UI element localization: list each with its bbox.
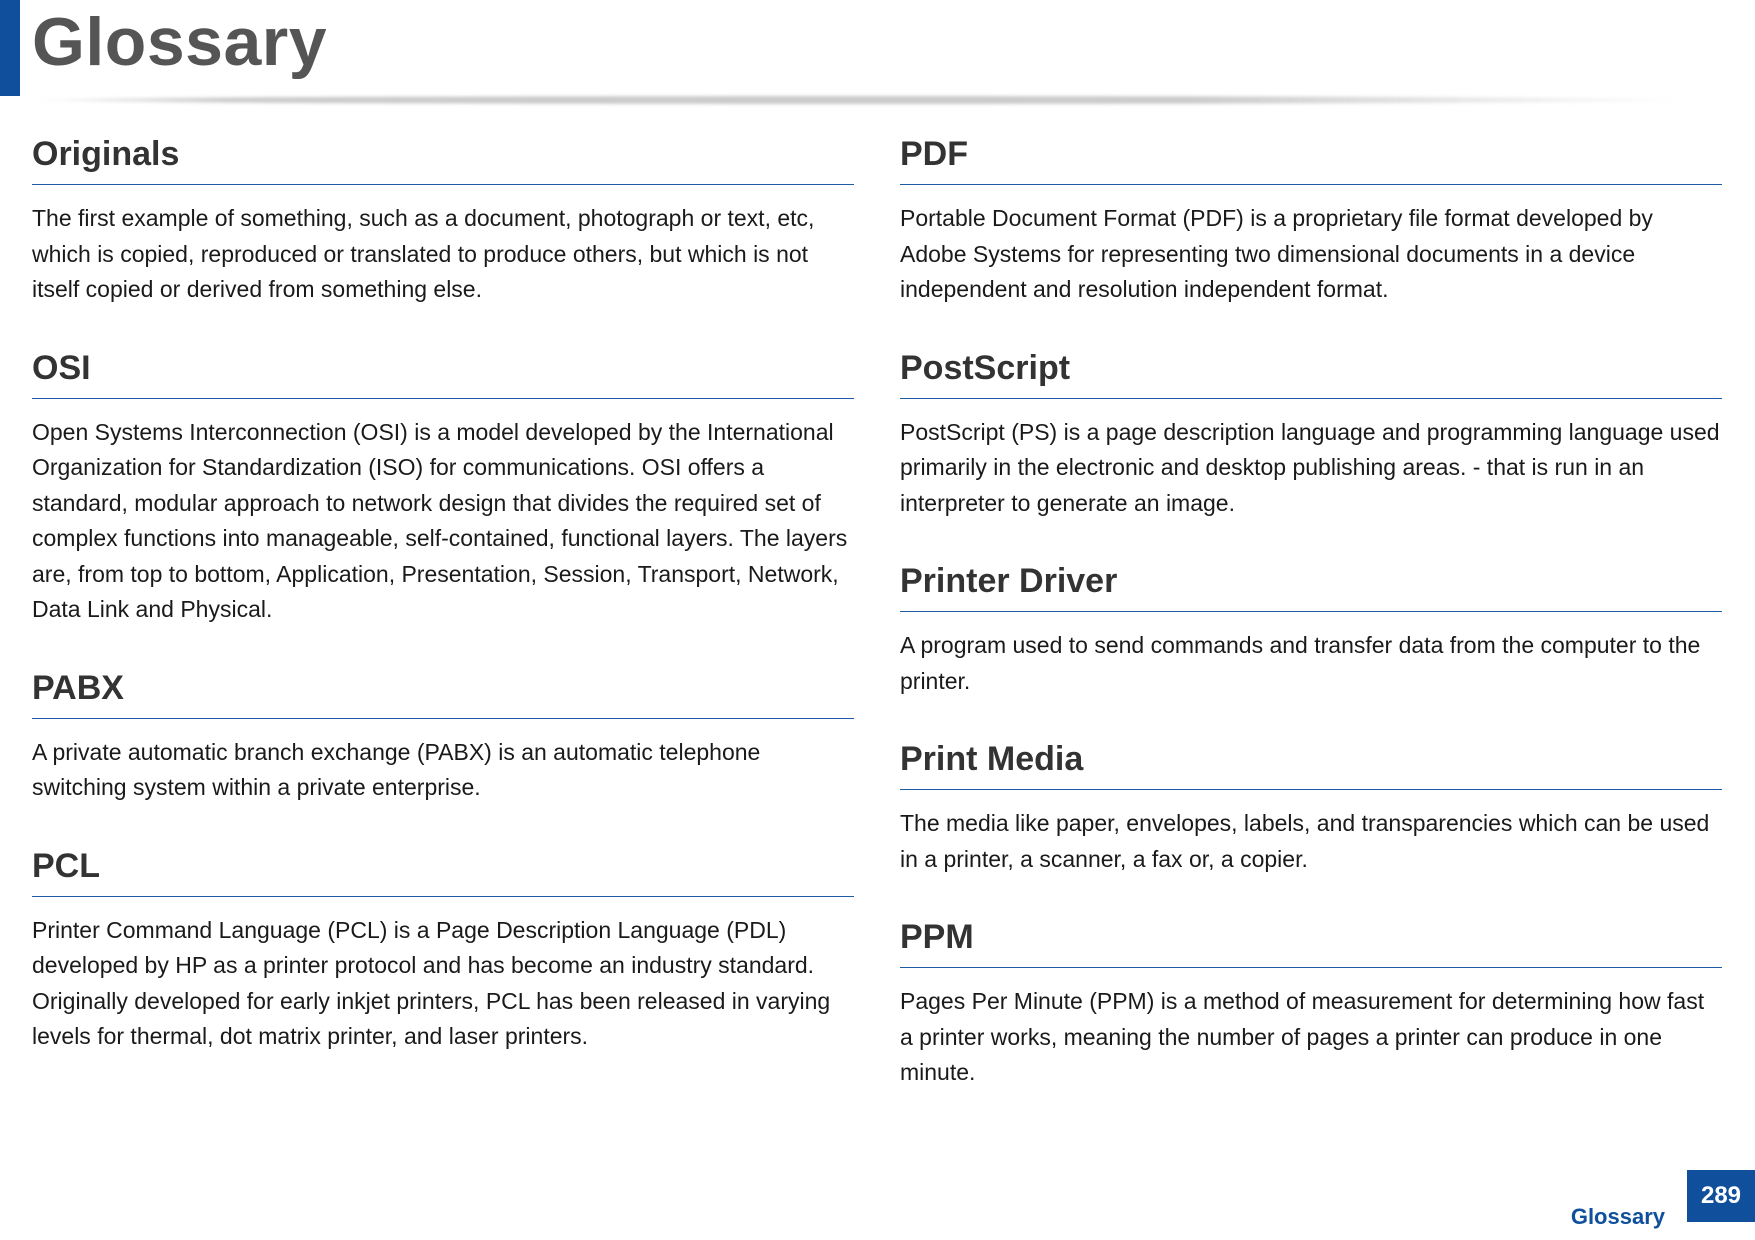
- glossary-entry-pcl: [32, 842, 854, 1055]
- glossary-column-left: [32, 130, 854, 1091]
- glossary-definition: The first example of something, such as a document, photograph or text, etc, which is copied, reproduced or translated to produce others, but which is not itself copied or derived from something else.: [32, 205, 815, 302]
- glossary-entry-osi: [32, 344, 854, 628]
- glossary-entry-printer-driver: [900, 557, 1722, 699]
- glossary-term: PCL: [32, 842, 854, 897]
- glossary-entry-pdf: [900, 130, 1722, 308]
- glossary-definition: Printer Command Language (PCL) is a Page Description Language (PDL) developed by HP as a printer protocol and has become an industry standard. Originally developed for early inkjet printers, PCL has been released in varying levels for thermal, dot matrix printer, and laser printers.: [32, 916, 831, 1049]
- glossary-entry-postscript: [900, 344, 1722, 522]
- glossary-column-right: [900, 130, 1722, 1127]
- page-number-badge: 289: [1687, 1170, 1755, 1222]
- glossary-term: Print Media: [900, 735, 1722, 790]
- header-accent-bar: [0, 0, 20, 96]
- header-divider: [30, 96, 1690, 104]
- glossary-term: Originals: [32, 130, 854, 185]
- glossary-term: PostScript: [900, 344, 1722, 399]
- glossary-definition: Portable Document Format (PDF) is a proprietary file format developed by Adobe Systems for representing two dimensional documents in a device independent and resolution independent format.: [900, 205, 1653, 302]
- glossary-term: PPM: [900, 913, 1722, 968]
- page-footer: [1455, 1170, 1755, 1240]
- glossary-term: OSI: [32, 344, 854, 399]
- glossary-definition: Pages Per Minute (PPM) is a method of measurement for determining how fast a printer works, meaning the number of pages a printer can produce in one minute.: [900, 988, 1705, 1085]
- footer-section-label: Glossary: [1570, 1204, 1665, 1229]
- glossary-definition: Open Systems Interconnection (OSI) is a model developed by the International Organization for Standardization (ISO) for communications. OSI offers a standard, modular approach to network design that divides the required set of complex functions into manageable, self-contained, functional layers. The layers are, from top to bottom, Application, Presentation, Session, Transport, Network, Data Link and Physical.: [32, 418, 848, 622]
- page-title: Glossary: [32, 4, 328, 80]
- glossary-term: PDF: [900, 130, 1722, 185]
- glossary-definition: PostScript (PS) is a page description language and programming language used primarily in the electronic and desktop publishing areas. - that is run in an interpreter to generate an image.: [900, 418, 1720, 516]
- glossary-entry-originals: [32, 130, 854, 308]
- glossary-term: PABX: [32, 664, 854, 719]
- glossary-entry-ppm: [900, 913, 1722, 1091]
- page-header: [0, 0, 1755, 110]
- glossary-term: Printer Driver: [900, 557, 1722, 612]
- glossary-definition: A program used to send commands and transfer data from the computer to the printer.: [900, 632, 1701, 694]
- glossary-definition: A private automatic branch exchange (PABX) is an automatic telephone switching system within a private enterprise.: [32, 738, 761, 800]
- glossary-entry-print-media: [900, 735, 1722, 877]
- glossary-entry-pabx: [32, 664, 854, 806]
- glossary-definition: The media like paper, envelopes, labels, and transparencies which can be used in a printer, a scanner, a fax or, a copier.: [900, 810, 1710, 872]
